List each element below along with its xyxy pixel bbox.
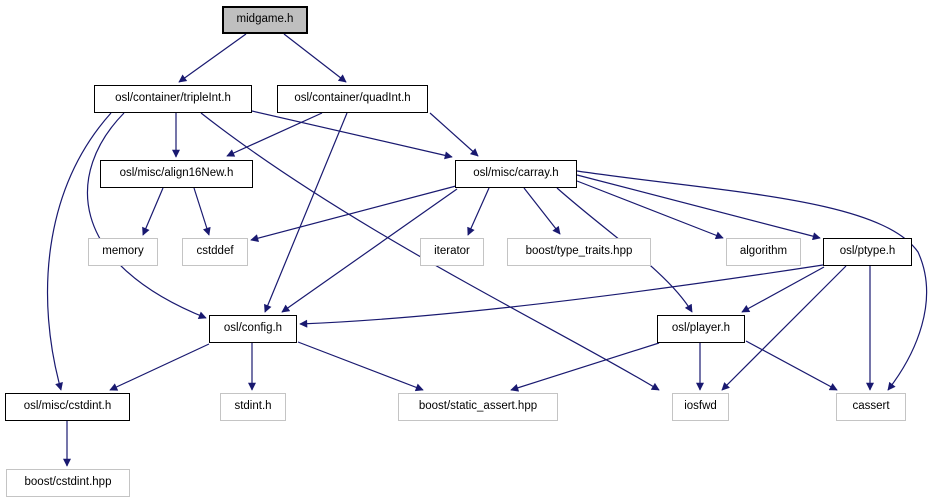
node-tripleInt[interactable]: osl/container/tripleInt.h xyxy=(94,85,252,113)
edge-carray-to-cstddef xyxy=(251,186,456,240)
edge-tripleInt-to-carray xyxy=(252,111,452,157)
edge-config-to-cstdint xyxy=(110,344,209,390)
edge-tripleInt-to-config xyxy=(87,113,206,318)
node-type_traits: boost/type_traits.hpp xyxy=(507,238,651,266)
node-config[interactable]: osl/config.h xyxy=(209,315,297,343)
edge-quadInt-to-align16New xyxy=(227,113,322,156)
edge-player-to-cassert xyxy=(746,341,837,390)
edge-quadInt-to-carray xyxy=(430,113,478,156)
node-iosfwd: iosfwd xyxy=(672,393,729,421)
edge-align16New-to-memory xyxy=(143,188,163,235)
node-boost_cstdint: boost/cstdint.hpp xyxy=(6,469,130,497)
edge-config-to-static_assert xyxy=(298,342,423,390)
node-carray[interactable]: osl/misc/carray.h xyxy=(455,160,577,188)
edge-quadInt-to-config xyxy=(265,113,347,312)
edge-midgame-to-quadInt xyxy=(284,34,346,82)
edge-ptype-to-player xyxy=(742,267,824,312)
node-cstddef: cstddef xyxy=(182,238,248,266)
edge-carray-to-iterator xyxy=(468,188,489,235)
edge-player-to-static_assert xyxy=(511,343,659,390)
edge-midgame-to-tripleInt xyxy=(179,34,246,82)
node-quadInt[interactable]: osl/container/quadInt.h xyxy=(277,85,428,113)
node-stdint: stdint.h xyxy=(220,393,286,421)
node-static_assert: boost/static_assert.hpp xyxy=(398,393,558,421)
edge-carray-to-algorithm xyxy=(577,181,723,238)
node-player[interactable]: osl/player.h xyxy=(657,315,745,343)
node-cstdint[interactable]: osl/misc/cstdint.h xyxy=(5,393,130,421)
edge-carray-to-cassert xyxy=(577,171,927,390)
edge-align16New-to-cstddef xyxy=(194,188,209,235)
node-midgame: midgame.h xyxy=(222,6,308,34)
node-ptype[interactable]: osl/ptype.h xyxy=(823,238,912,266)
node-cassert: cassert xyxy=(836,393,906,421)
node-algorithm: algorithm xyxy=(726,238,801,266)
node-iterator: iterator xyxy=(420,238,484,266)
node-align16New[interactable]: osl/misc/align16New.h xyxy=(100,160,253,188)
node-memory: memory xyxy=(88,238,158,266)
edge-carray-to-type_traits xyxy=(524,188,560,234)
